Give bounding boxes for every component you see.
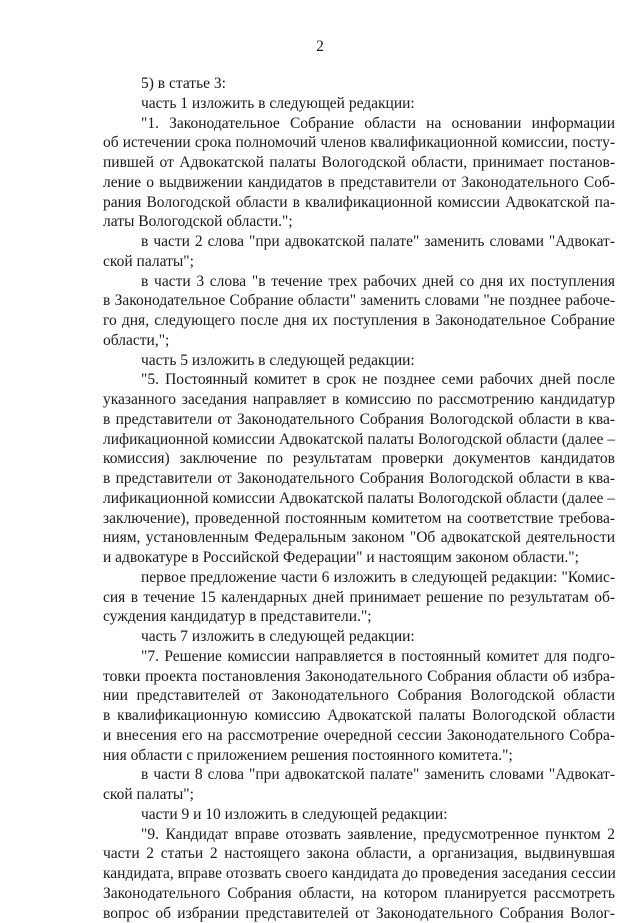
text-line: лификационной комиссии Адвокатской палаты Вологодской области (далее – (103, 489, 615, 509)
text-line: в Законодательное Собрание области" заменить словами "не позднее рабоче- (103, 291, 615, 311)
text-line: товки проекта постановления Законодательного Собрания области об избра- (103, 667, 615, 687)
text-line: часть 5 изложить в следующей редакции: (103, 351, 615, 371)
text-line: об истечении срока полномочий членов квалификационной комиссии, посту- (103, 133, 615, 153)
text-line: пившей от Адвокатской палаты Вологодской области, принимает постанов- (103, 153, 615, 173)
text-line: первое предложение части 6 изложить в следующей редакции: "Комис- (103, 568, 615, 588)
text-line: го дня, следующего после дня их поступления в Законодательное Собрание (103, 311, 615, 331)
text-line: "1. Законодательное Собрание области на основании информации (103, 114, 615, 134)
text-line: ниям, установленным Федеральным законом "Об адвокатской деятельности (103, 528, 615, 548)
text-line: заключение), проведенной постоянным комитетом на соответствие требова- (103, 509, 615, 529)
text-line: и адвокатуре в Российской Федерации" и настоящим законом области."; (103, 548, 615, 568)
text-line: в представители от Законодательного Собрания Вологодской области в ква- (103, 410, 615, 430)
text-line: 5) в статье 3: (103, 74, 615, 94)
text-line: часть 7 изложить в следующей редакции: (103, 627, 615, 647)
text-line: лификационной комиссии Адвокатской палаты Вологодской области (далее – (103, 430, 615, 450)
text-line: указанного заседания направляет в комиссию по рассмотрению кандидатур (103, 390, 615, 410)
text-line: в квалификационную комиссию Адвокатской палаты Вологодской области (103, 706, 615, 726)
text-line: часть 1 изложить в следующей редакции: (103, 94, 615, 114)
text-line: суждения кандидатур в представители."; (103, 607, 615, 627)
page-number: 2 (0, 38, 640, 56)
text-line: "5. Постоянный комитет в срок не позднее семи рабочих дней после (103, 370, 615, 390)
text-line: ния области с приложением решения постоянного комитета."; (103, 746, 615, 766)
text-line: комиссия) заключение по результатам проверки документов кандидатов (103, 449, 615, 469)
text-line: нии представителей от Законодательного Собрания Вологодской области (103, 686, 615, 706)
text-line: в части 8 слова "при адвокатской палате" заменить словами "Адвокат- (103, 765, 615, 785)
text-line: в представители от Законодательного Собрания Вологодской области в ква- (103, 469, 615, 489)
text-line: в части 2 слова "при адвокатской палате" заменить словами "Адвокат- (103, 232, 615, 252)
text-line: Законодательного Собрания области, на котором планируется рассмотреть (103, 884, 615, 904)
text-line: сия в течение 15 календарных дней принимает решение по результатам об- (103, 588, 615, 608)
text-line: ской палаты"; (103, 785, 615, 805)
text-line: латы Вологодской области."; (103, 212, 615, 232)
text-line: рания Вологодской области в квалификационной комиссии Адвокатской па- (103, 193, 615, 213)
document-body (103, 74, 615, 923)
text-line: части 2 статьи 2 настоящего закона области, а организация, выдвинувшая (103, 844, 615, 864)
text-line: вопрос об избрании представителей от Законодательного Собрания Волог- (103, 904, 615, 923)
text-line: части 9 и 10 изложить в следующей редакции: (103, 805, 615, 825)
text-line: в части 3 слова "в течение трех рабочих дней со дня их поступления (103, 272, 615, 292)
text-line: ской палаты"; (103, 252, 615, 272)
text-line: "9. Кандидат вправе отозвать заявление, предусмотренное пунктом 2 (103, 825, 615, 845)
text-line: ление о выдвижении кандидатов в представители от Законодательного Соб- (103, 173, 615, 193)
text-line: области,"; (103, 331, 615, 351)
text-line: и внесения его на рассмотрение очередной сессии Законодательного Собра- (103, 726, 615, 746)
text-line: кандидата, вправе отозвать своего кандидата до проведения заседания сессии (103, 864, 615, 884)
text-line: "7. Решение комиссии направляется в постоянный комитет для подго- (103, 647, 615, 667)
